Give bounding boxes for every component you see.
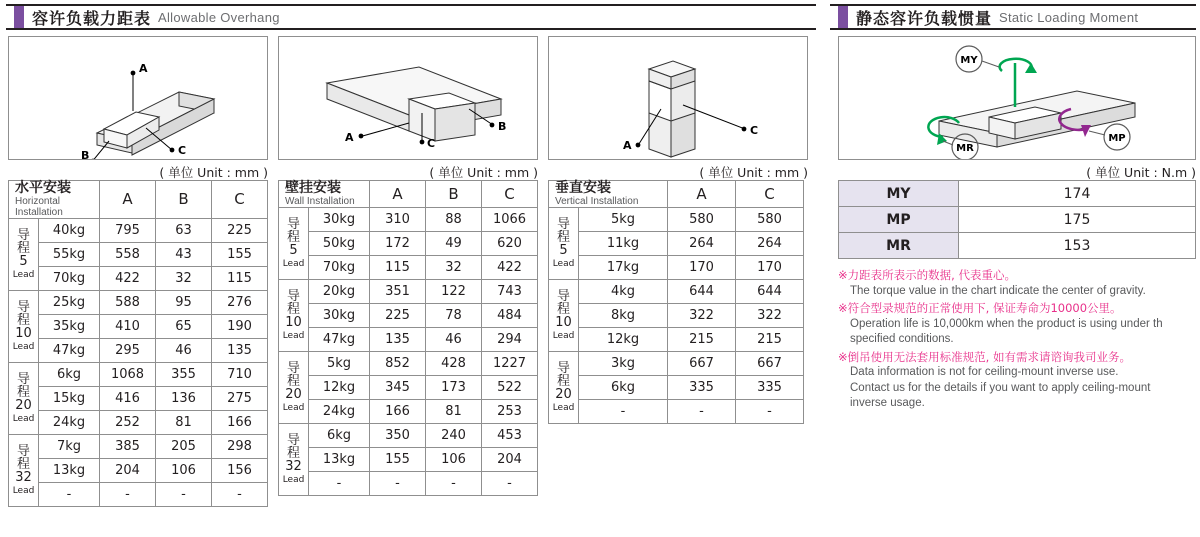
value-cell: -	[100, 482, 156, 506]
note-en: specified conditions.	[850, 333, 954, 346]
value-cell: 215	[668, 327, 736, 351]
value-cell: -	[426, 471, 482, 495]
lead-cell: 导 程 20 Lead	[549, 351, 579, 423]
lead-cell: 导 程 10 Lead	[279, 279, 309, 351]
value-cell: 275	[212, 386, 268, 410]
load-cell: 15kg	[39, 386, 100, 410]
table-horizontal-installation	[8, 180, 268, 507]
lead-cell: 导 程 10 Lead	[549, 279, 579, 351]
svg-text:MY: MY	[960, 55, 978, 66]
table-row	[9, 410, 268, 434]
lead-label-en: Lead	[552, 330, 575, 341]
table-row	[9, 242, 268, 266]
load-cell: 13kg	[39, 458, 100, 482]
unit-label-moment: ( 单位 Unit : N.m )	[1086, 165, 1196, 180]
value-cell: 172	[370, 231, 426, 255]
value-cell: 743	[482, 279, 538, 303]
value-cell: -	[736, 399, 804, 423]
value-cell: 106	[156, 458, 212, 482]
value-cell: 264	[736, 231, 804, 255]
load-cell: 3kg	[579, 351, 668, 375]
column-header-a: A	[370, 181, 426, 208]
note-en: inverse usage.	[850, 397, 925, 410]
column-header-a: A	[668, 181, 736, 208]
load-cell: -	[579, 399, 668, 423]
svg-text:C: C	[178, 144, 187, 157]
value-cell: 225	[212, 218, 268, 242]
table-row	[279, 447, 538, 471]
value-cell: 1066	[482, 207, 538, 231]
table-title-en: Wall Installation	[285, 195, 355, 207]
load-cell: 40kg	[39, 218, 100, 242]
value-cell: 410	[100, 314, 156, 338]
load-cell: 30kg	[309, 303, 370, 327]
table-row	[549, 303, 804, 327]
table-vertical-installation	[548, 180, 804, 424]
value-cell: 155	[212, 242, 268, 266]
value-cell: 115	[370, 255, 426, 279]
svg-text:MP: MP	[1108, 133, 1126, 144]
load-cell: 24kg	[309, 399, 370, 423]
table-row	[549, 351, 804, 375]
value-cell: 170	[668, 255, 736, 279]
lead-label-en: Lead	[12, 485, 35, 496]
value-cell: -	[668, 399, 736, 423]
table-row	[549, 399, 804, 423]
column-header-b: B	[156, 181, 212, 219]
value-cell: 106	[426, 447, 482, 471]
section-header-static-loading-moment	[838, 5, 1138, 29]
value-cell: 588	[100, 290, 156, 314]
value-cell: 252	[100, 410, 156, 434]
load-cell: 6kg	[39, 362, 100, 386]
value-cell: 166	[370, 399, 426, 423]
lead-label-en: Lead	[552, 258, 575, 269]
value-cell: 644	[736, 279, 804, 303]
moment-value: 174	[959, 181, 1196, 207]
column-header-a: A	[100, 181, 156, 219]
load-cell: 35kg	[39, 314, 100, 338]
table-row	[549, 327, 804, 351]
notes-block	[838, 268, 1200, 414]
table-row	[549, 207, 804, 231]
svg-text:MR: MR	[956, 143, 974, 154]
lead-cell: 导 程 32 Lead	[279, 423, 309, 495]
value-cell: 310	[370, 207, 426, 231]
column-header-b: B	[426, 181, 482, 208]
value-cell: 32	[156, 266, 212, 290]
value-cell: 276	[212, 290, 268, 314]
table-row	[9, 338, 268, 362]
load-cell: 5kg	[309, 351, 370, 375]
svg-text:B: B	[81, 149, 90, 159]
table-row	[549, 255, 804, 279]
lead-label-en: Lead	[12, 413, 35, 424]
load-cell: 55kg	[39, 242, 100, 266]
load-cell: 70kg	[39, 266, 100, 290]
load-cell: 12kg	[579, 327, 668, 351]
note-item	[838, 350, 1200, 412]
note-en: Contact us for the details if you want to apply ceiling-mount	[850, 381, 1151, 394]
section-header-allowable-overhang	[14, 5, 280, 29]
value-cell: 205	[156, 434, 212, 458]
value-cell: 453	[482, 423, 538, 447]
note-cn: ※符合型录规范的正常使用下, 保证寿命为10000公里。	[838, 301, 1122, 316]
load-cell: 25kg	[39, 290, 100, 314]
svg-text:A: A	[345, 131, 354, 144]
table-row	[839, 233, 1196, 259]
lead-cell: 导 程 5 Lead	[549, 207, 579, 279]
table-title-cell	[9, 181, 100, 219]
svg-text:C: C	[427, 137, 436, 150]
table-title-cn: 垂直安装	[555, 180, 611, 196]
value-cell: 322	[668, 303, 736, 327]
moment-value: 175	[959, 207, 1196, 233]
note-item	[838, 301, 1200, 348]
lead-number: 20	[555, 386, 572, 402]
value-cell: 428	[426, 351, 482, 375]
lead-label-en: Lead	[282, 330, 305, 341]
load-cell: 70kg	[309, 255, 370, 279]
table-row	[279, 231, 538, 255]
load-cell: 12kg	[309, 375, 370, 399]
table-row	[279, 327, 538, 351]
figure-vertical-installation	[548, 36, 808, 160]
table-row	[549, 181, 804, 208]
section-accent-bar-right	[838, 6, 848, 28]
value-cell: 335	[668, 375, 736, 399]
value-cell: 1227	[482, 351, 538, 375]
lead-number: 20	[285, 386, 302, 402]
value-cell: 136	[156, 386, 212, 410]
lead-number: 20	[15, 397, 32, 413]
lead-number: 10	[285, 314, 302, 330]
load-cell: 20kg	[309, 279, 370, 303]
value-cell: 204	[100, 458, 156, 482]
value-cell: 335	[736, 375, 804, 399]
value-cell: 667	[736, 351, 804, 375]
load-cell: 50kg	[309, 231, 370, 255]
lead-cell: 导 程 20 Lead	[9, 362, 39, 434]
value-cell: 190	[212, 314, 268, 338]
value-cell: 351	[370, 279, 426, 303]
note-en: The torque value in the chart indicate the center of gravity.	[850, 284, 1146, 297]
table-row	[279, 471, 538, 495]
value-cell: 81	[426, 399, 482, 423]
table-row	[9, 290, 268, 314]
value-cell: 253	[482, 399, 538, 423]
lead-label-en: Lead	[282, 474, 305, 485]
section-title-cn-2: 静态容许负载惯量	[856, 8, 993, 28]
section-title-en-2: Static Loading Moment	[999, 9, 1139, 25]
table-title-cn: 水平安装	[15, 180, 71, 196]
note-cn: ※力距表所表示的数据, 代表重心。	[838, 268, 1016, 282]
load-cell: 7kg	[39, 434, 100, 458]
table-row	[9, 181, 268, 219]
load-cell: 11kg	[579, 231, 668, 255]
load-cell: 47kg	[39, 338, 100, 362]
load-cell: 8kg	[579, 303, 668, 327]
load-cell: 6kg	[309, 423, 370, 447]
load-cell: 30kg	[309, 207, 370, 231]
value-cell: 63	[156, 218, 212, 242]
lead-label-en: Lead	[12, 269, 35, 280]
value-cell: 416	[100, 386, 156, 410]
value-cell: 710	[212, 362, 268, 386]
value-cell: 422	[100, 266, 156, 290]
load-cell: -	[39, 482, 100, 506]
lead-cell: 导 程 20 Lead	[279, 351, 309, 423]
svg-text:A: A	[139, 62, 148, 75]
table-row	[279, 303, 538, 327]
table-row	[9, 458, 268, 482]
load-cell: 24kg	[39, 410, 100, 434]
value-cell: -	[370, 471, 426, 495]
value-cell: 46	[156, 338, 212, 362]
value-cell: 240	[426, 423, 482, 447]
load-cell: 4kg	[579, 279, 668, 303]
load-cell: 13kg	[309, 447, 370, 471]
value-cell: 170	[736, 255, 804, 279]
moment-value: 153	[959, 233, 1196, 259]
lead-number: 10	[555, 314, 572, 330]
value-cell: 355	[156, 362, 212, 386]
value-cell: 115	[212, 266, 268, 290]
moment-actuator-diagram	[839, 37, 1195, 159]
table-row	[279, 351, 538, 375]
table-row	[279, 423, 538, 447]
table-row	[839, 181, 1196, 207]
unit-label-vertical: ( 单位 Unit : mm )	[699, 165, 808, 180]
moment-key: MP	[839, 207, 959, 233]
value-cell: 46	[426, 327, 482, 351]
section-title-en: Allowable Overhang	[158, 9, 280, 25]
section-accent-bar	[14, 6, 24, 28]
value-cell: 135	[370, 327, 426, 351]
table-row	[9, 314, 268, 338]
table-row	[9, 362, 268, 386]
unit-label-horizontal: ( 单位 Unit : mm )	[159, 165, 268, 180]
table-row	[9, 386, 268, 410]
value-cell: 155	[370, 447, 426, 471]
figure-horizontal-installation	[8, 36, 268, 160]
table-wall-installation	[278, 180, 538, 496]
value-cell: 166	[212, 410, 268, 434]
note-en: Data information is not for ceiling-mount inverse use.	[850, 366, 1119, 379]
table-row	[9, 434, 268, 458]
load-cell: 5kg	[579, 207, 668, 231]
load-cell: -	[309, 471, 370, 495]
figure-wall-installation	[278, 36, 538, 160]
lead-label-en: Lead	[552, 402, 575, 413]
figure-static-moment	[838, 36, 1196, 160]
value-cell: 43	[156, 242, 212, 266]
column-header-c: C	[736, 181, 804, 208]
lead-number: 5	[289, 242, 298, 258]
table-row	[279, 207, 538, 231]
table-title-cn: 壁挂安装	[285, 180, 341, 196]
value-cell: 78	[426, 303, 482, 327]
value-cell: 173	[426, 375, 482, 399]
load-cell: 6kg	[579, 375, 668, 399]
value-cell: 1068	[100, 362, 156, 386]
value-cell: 135	[212, 338, 268, 362]
value-cell: 644	[668, 279, 736, 303]
table-static-loading-moment	[838, 180, 1196, 259]
value-cell: 295	[100, 338, 156, 362]
table-row	[549, 279, 804, 303]
table-row	[9, 482, 268, 506]
value-cell: 122	[426, 279, 482, 303]
section-title-cn: 容许负载力距表	[32, 8, 152, 28]
value-cell: 620	[482, 231, 538, 255]
table-row	[9, 218, 268, 242]
unit-label-wall: ( 单位 Unit : mm )	[429, 165, 538, 180]
value-cell: 225	[370, 303, 426, 327]
value-cell: 522	[482, 375, 538, 399]
table-row	[279, 399, 538, 423]
table-row	[279, 255, 538, 279]
value-cell: 294	[482, 327, 538, 351]
table-row	[839, 207, 1196, 233]
lead-cell: 导 程 5 Lead	[279, 207, 309, 279]
value-cell: -	[212, 482, 268, 506]
value-cell: 49	[426, 231, 482, 255]
wall-actuator-diagram	[279, 37, 537, 159]
value-cell: 484	[482, 303, 538, 327]
value-cell: 580	[668, 207, 736, 231]
table-row	[279, 279, 538, 303]
table-title-en: Horizontal Installation	[15, 195, 63, 218]
lead-cell: 导 程 5 Lead	[9, 218, 39, 290]
lead-number: 32	[285, 458, 302, 474]
lead-number: 10	[15, 325, 32, 341]
lead-number: 5	[19, 253, 28, 269]
value-cell: 156	[212, 458, 268, 482]
table-row	[549, 375, 804, 399]
horizontal-actuator-diagram	[9, 37, 267, 159]
lead-label-en: Lead	[12, 341, 35, 352]
value-cell: 350	[370, 423, 426, 447]
value-cell: 264	[668, 231, 736, 255]
value-cell: 422	[482, 255, 538, 279]
lead-number: 32	[15, 469, 32, 485]
table-row	[549, 231, 804, 255]
table-row	[279, 375, 538, 399]
lead-label-en: Lead	[282, 402, 305, 413]
value-cell: 795	[100, 218, 156, 242]
value-cell: 322	[736, 303, 804, 327]
value-cell: 81	[156, 410, 212, 434]
note-cn: ※倒吊使用无法套用标准规范, 如有需求请谘询我司业务。	[838, 349, 1131, 364]
column-header-c: C	[482, 181, 538, 208]
value-cell: 95	[156, 290, 212, 314]
table-title-cell	[549, 181, 668, 208]
lead-label-en: Lead	[282, 258, 305, 269]
table-row	[279, 181, 538, 208]
value-cell: 345	[370, 375, 426, 399]
value-cell: 215	[736, 327, 804, 351]
moment-key: MY	[839, 181, 959, 207]
load-cell: 47kg	[309, 327, 370, 351]
svg-text:A: A	[623, 139, 632, 152]
svg-text:C: C	[750, 124, 759, 137]
value-cell: 558	[100, 242, 156, 266]
table-title-en: Vertical Installation	[555, 195, 639, 207]
note-item	[838, 268, 1200, 299]
moment-key: MR	[839, 233, 959, 259]
value-cell: -	[482, 471, 538, 495]
value-cell: 32	[426, 255, 482, 279]
value-cell: 580	[736, 207, 804, 231]
value-cell: 88	[426, 207, 482, 231]
table-row	[9, 266, 268, 290]
value-cell: 852	[370, 351, 426, 375]
value-cell: 385	[100, 434, 156, 458]
svg-text:B: B	[498, 120, 507, 133]
value-cell: 65	[156, 314, 212, 338]
column-header-c: C	[212, 181, 268, 219]
table-title-cell	[279, 181, 370, 208]
value-cell: 667	[668, 351, 736, 375]
note-en: Operation life is 10,000km when the product is using under th	[850, 317, 1163, 330]
value-cell: 204	[482, 447, 538, 471]
vertical-actuator-diagram	[549, 37, 807, 159]
value-cell: 298	[212, 434, 268, 458]
lead-cell: 导 程 10 Lead	[9, 290, 39, 362]
value-cell: -	[156, 482, 212, 506]
load-cell: 17kg	[579, 255, 668, 279]
lead-number: 5	[559, 242, 568, 258]
lead-cell: 导 程 32 Lead	[9, 434, 39, 506]
